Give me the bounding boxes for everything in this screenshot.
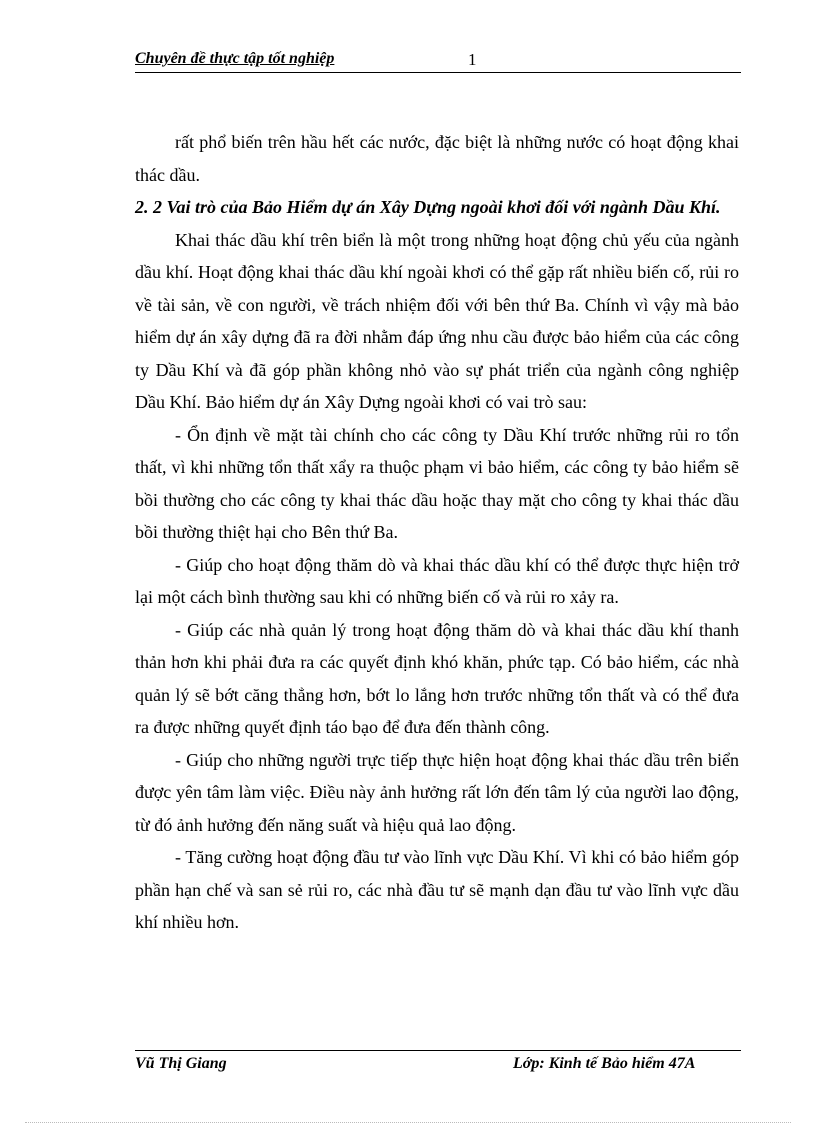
paragraph-role-financial: - Ổn định về mặt tài chính cho các công ty Dầu Khí trước những rủi ro tổn thất, vì khi những tổn thất xẩy ra thuộc phạm vi bảo hiểm, các công ty bảo hiểm sẽ bồi thường cho các công ty khai thác dầu hoặc thay mặt cho công ty khai thác dầu bồi thường thiệt hại cho Bên thứ Ba.: [135, 424, 739, 542]
paragraph-continuation: rất phổ biến trên hầu hết các nước, đặc biệt là những nước có hoạt động khai thác dầu.: [135, 132, 739, 185]
section-heading: 2. 2 Vai trò của Bảo Hiểm dự án Xây Dựng ngoài khơi đối với ngành Dầu Khí.: [135, 197, 721, 217]
page-number: 1: [468, 50, 477, 69]
paragraph-role-workers: - Giúp cho những người trực tiếp thực hiện hoạt động khai thác dầu trên biển được yên tâm làm việc. Điều này ảnh hưởng rất lớn đến tâm lý của người lao động, từ đó ảnh hưởng đến năng suất và hiệu quả lao động.: [135, 749, 739, 835]
paragraph-intro: Khai thác dầu khí trên biển là một trong những hoạt động chủ yếu của ngành dầu khí. Hoạt động khai thác dầu khí ngoài khơi có thể gặp rất nhiều biến cố, rủi ro về tài sản, về con người, về trách nhiệm đối với bên thứ Ba. Chính vì vậy mà bảo hiểm dự án xây dựng đã ra đời nhằm đáp ứng nhu cầu được bảo hiểm của các công ty Dầu Khí và đã góp phần không nhỏ vào sự phát triển của ngành công nghiệp Dầu Khí. Bảo hiểm dự án Xây Dựng ngoài khơi có vai trò sau:: [135, 229, 739, 412]
footer-class: Lớp: Kinh tế Bảo hiểm 47A: [513, 1055, 696, 1072]
page-footer: [135, 1050, 741, 1075]
paragraph-role-recovery: - Giúp cho hoạt động thăm dò và khai thác dầu khí có thể được thực hiện trở lại một cách bình thường sau khi có những biến cố và rủi ro xảy ra.: [135, 554, 739, 607]
page-header: [135, 48, 741, 73]
paragraph-role-investment: - Tăng cường hoạt động đầu tư vào lĩnh vực Dầu Khí. Vì khi có bảo hiểm góp phần hạn chế và san sẻ rủi ro, các nhà đầu tư sẽ mạnh dạn đầu tư vào lĩnh vực dầu khí nhiều hơn.: [135, 847, 739, 932]
footer-author: Vũ Thị Giang: [135, 1055, 227, 1072]
document-body: [135, 126, 739, 939]
paragraph-role-managers: - Giúp các nhà quản lý trong hoạt động thăm dò và khai thác dầu khí thanh thản hơn khi phải đưa ra các quyết định khó khăn, phức tạp. Có bảo hiểm, các nhà quản lý sẽ bớt căng thẳng hơn, bớt lo lắng hơn trước những tổn thất và có thể đưa ra được những quyết định táo bạo để đưa đến thành công.: [135, 619, 739, 737]
header-title: Chuyên đề thực tập tốt nghiệp: [135, 50, 335, 67]
